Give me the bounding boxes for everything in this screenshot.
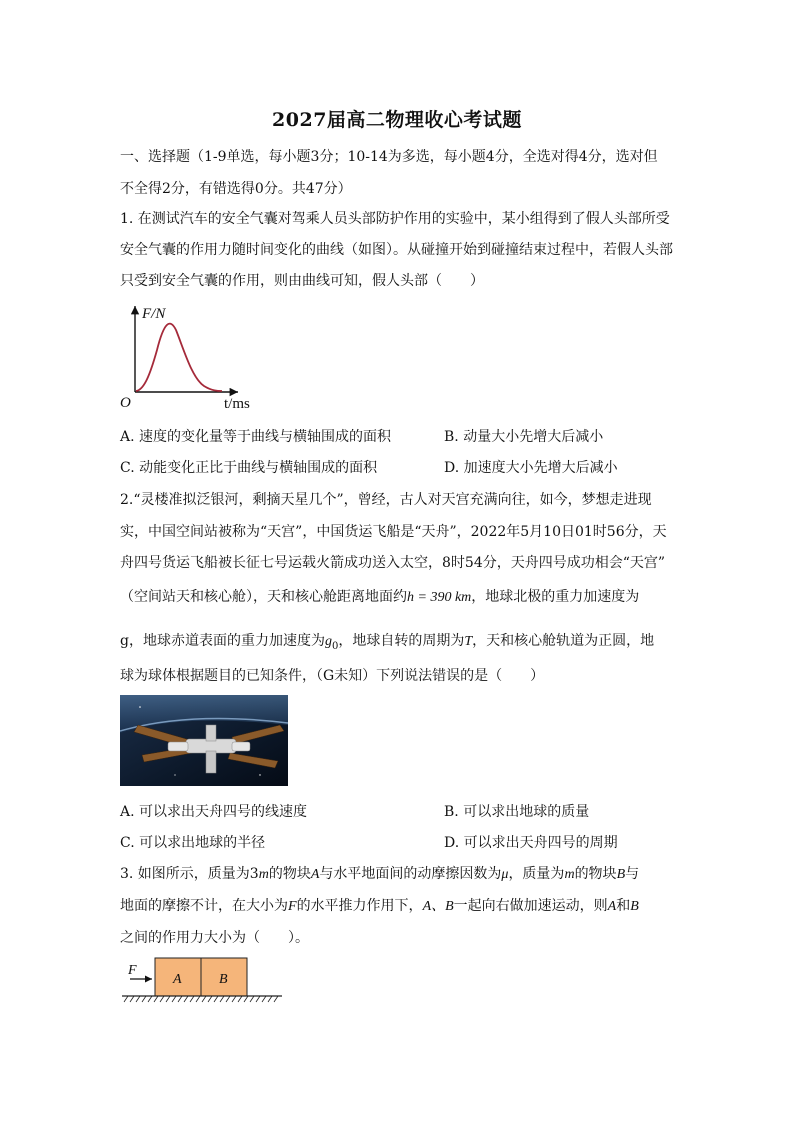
section-header-line2: 不全得2分，有错选得0分。共47分）: [120, 181, 352, 197]
q3-line1-e: 的物块: [574, 866, 617, 882]
q3-line1-d: ，质量为: [508, 866, 565, 882]
q2-g0-subscript: 0: [331, 640, 339, 652]
q2-line5-text-b: ，地球自转的周期为: [338, 633, 465, 649]
q2-option-a[interactable]: A. 可以求出天舟四号的线速度: [120, 804, 308, 820]
q1-option-c[interactable]: C. 动能变化正比于曲线与横轴围成的面积: [120, 460, 378, 476]
q1-y-axis-label: F/N: [142, 306, 166, 322]
q3-blocks-figure: [118, 952, 288, 1004]
q2-line5-text-c: ，天和核心舱轨道为正圆，地: [472, 633, 655, 649]
q1-stem-line2: 安全气囊的作用力随时间变化的曲线（如图）。从碰撞开始到碰撞结束过程中，若假人头部: [120, 242, 673, 258]
q3-line2-a: 地面的摩擦不计，在大小为: [120, 898, 288, 914]
q3-block-b-symbol: B: [616, 867, 626, 882]
q3-block-a-label: A: [173, 972, 182, 987]
q3-line2-c: 一起向右做加速运动，则: [453, 898, 608, 914]
q3-stem-line3: 之间的作用力大小为（ ）。: [120, 930, 309, 946]
q3-stem-line1: [120, 863, 639, 883]
q3-force-symbol: F: [288, 899, 297, 914]
q2-g0-symbol: g: [324, 634, 332, 649]
q3-force-label: F: [128, 963, 137, 978]
q2-stem-line2: 实，中国空间站被称为“天宫”，中国货运飞船是“天舟”，2022年5月10日01时56分，天: [120, 524, 667, 540]
space-station-image: [120, 695, 288, 786]
q1-stem-line1: 1. 在测试汽车的安全气囊对驾乘人员头部防护作用的实验中，某小组得到了假人头部所受: [120, 211, 670, 227]
section-header-line1: 一、选择题（1-9单选，每小题3分；10-14为多选，每小题4分，全选对得4分，选对但: [120, 149, 658, 165]
q3-line1-a: 3. 如图所示，质量为3: [120, 866, 259, 882]
q3-mass-symbol: m: [258, 867, 269, 882]
q3-line1-c: 与水平地面间的动摩擦因数为: [319, 866, 502, 882]
q2-option-c[interactable]: C. 可以求出地球的半径: [120, 835, 266, 851]
q2-line4-text-b: ，地球北极的重力加速度为: [471, 589, 640, 605]
q3-line2-b: 的水平推力作用下，: [296, 898, 423, 914]
page-title: 2027届高二物理收心考试题: [272, 109, 522, 131]
q2-stem-line3: 舟四号货运飞船被长征七号运载火箭成功送入太空，8时54分，天舟四号成功相会“天宫”: [120, 555, 666, 571]
q1-option-a[interactable]: A. 速度的变化量等于曲线与横轴围成的面积: [120, 429, 392, 445]
q2-option-d[interactable]: D. 可以求出天舟四号的周期: [444, 835, 618, 851]
q3-line2-d: 和: [616, 898, 631, 914]
q2-altitude-formula: h = 390 km: [407, 590, 472, 605]
q2-stem-line5: [120, 630, 654, 652]
q3-a-symbol: A: [607, 899, 617, 914]
q3-block-b-label: B: [219, 972, 228, 987]
q1-stem-line3: 只受到安全气囊的作用，则由曲线可知，假人头部（ ）: [120, 273, 484, 289]
q3-ab-symbols: A、B: [422, 899, 454, 914]
q2-stem-line1: 2.“灵楼准拟泛银河，剩摘天星几个”，曾经，古人对天宫充满向往，如今，梦想走进现: [120, 492, 652, 508]
q2-stem-line4: [120, 586, 639, 606]
q3-block-a-symbol: A: [310, 867, 320, 882]
q3-mu-symbol: μ: [501, 867, 509, 882]
q1-option-b[interactable]: B. 动量大小先增大后减小: [444, 429, 604, 445]
q1-origin-label: O: [120, 395, 131, 411]
q3-line1-f: 与: [625, 866, 640, 882]
q3-line1-b: 的物块: [268, 866, 311, 882]
q2-line5-text-a: g，地球赤道表面的重力加速度为: [120, 633, 325, 649]
q3-mass-symbol-2: m: [564, 867, 575, 882]
q3-b-symbol: B: [630, 899, 639, 914]
q2-line4-text-a: （空间站天和核心舱），天和核心舱距离地面约: [120, 589, 407, 605]
q2-option-b[interactable]: B. 可以求出地球的质量: [444, 804, 590, 820]
q3-ground-hatching: [124, 996, 278, 1002]
q1-force-time-graph: [112, 300, 262, 415]
q3-stem-line2: [120, 895, 639, 915]
q1-option-d[interactable]: D. 加速度大小先增大后减小: [444, 460, 618, 476]
q1-x-axis-label: t/ms: [224, 396, 250, 412]
q1-force-curve: [136, 324, 222, 391]
q2-stem-line6: 球为球体根据题目的已知条件，（G未知）下列说法错误的是（ ）: [120, 668, 545, 684]
q2-period-symbol: T: [464, 634, 473, 649]
